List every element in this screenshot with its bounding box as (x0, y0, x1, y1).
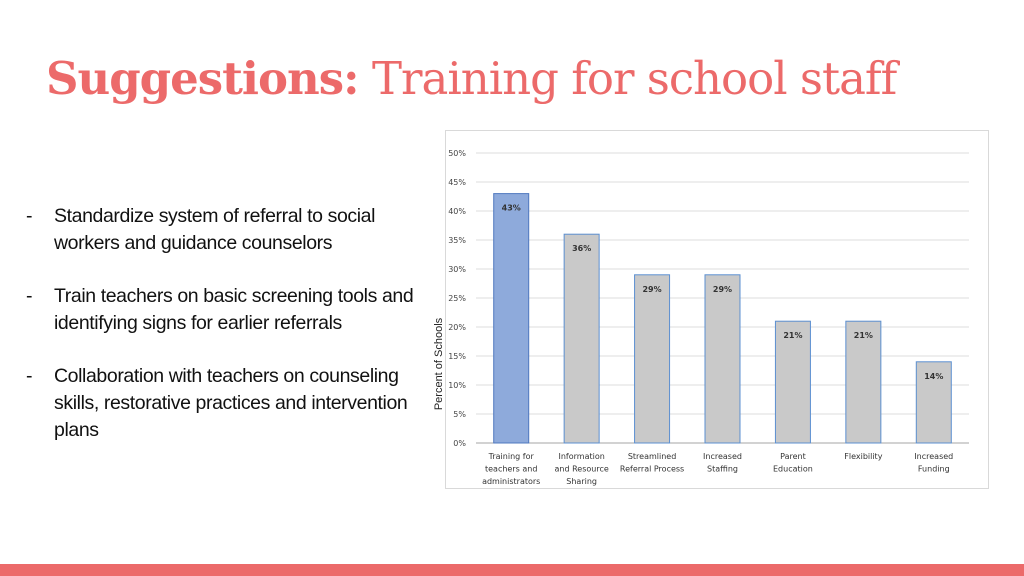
y-tick-label: 15% (448, 352, 466, 361)
bar-chart (446, 131, 990, 490)
y-tick-label: 10% (448, 381, 466, 390)
x-tick-label: Increased (703, 452, 742, 461)
x-tick-label: teachers and (485, 464, 538, 474)
chart-frame (445, 130, 989, 489)
bar (635, 275, 670, 443)
data-label: 29% (642, 284, 662, 294)
x-tick-label: Education (773, 464, 813, 474)
slide-title (46, 52, 896, 105)
data-label: 36% (572, 244, 592, 254)
x-tick-label: Increased (914, 452, 954, 461)
y-tick-label: 30% (448, 265, 466, 274)
y-tick-label: 35% (448, 236, 466, 245)
y-tick-label: 20% (448, 323, 466, 332)
y-tick-label: 5% (453, 410, 466, 419)
data-label: 21% (783, 331, 803, 341)
x-tick-label: Streamlined (627, 452, 677, 461)
data-label: 43% (501, 203, 521, 213)
data-label: 21% (853, 331, 873, 341)
data-label: 14% (924, 371, 944, 381)
x-tick-label: Sharing (566, 477, 598, 486)
x-tick-label: and Resource (554, 464, 609, 474)
y-tick-label: 0% (453, 439, 466, 448)
bullet-item (26, 203, 426, 257)
bullet-marker: - (26, 365, 33, 387)
bar (564, 234, 599, 443)
footer-bar (0, 564, 1024, 576)
x-tick-label: Flexibility (844, 452, 883, 461)
x-tick-label: Referral Process (619, 464, 685, 474)
y-tick-label: 45% (448, 178, 466, 187)
x-tick-label: Information (558, 452, 605, 461)
title-bold: Suggestions: (46, 52, 359, 105)
bullet-text: Train teachers on basic screening tools and identifying signs for earlier referrals (54, 285, 414, 334)
bullet-text: Collaboration with teachers on counseling skills, restorative practices and intervention plans (54, 365, 408, 441)
bullet-text: Standardize system of referral to social workers and guidance counselors (54, 205, 376, 254)
bullet-list (26, 203, 426, 470)
data-label: 29% (712, 284, 733, 294)
bar (705, 275, 740, 443)
chart-ylabel-text: Percent of Schools (433, 317, 445, 411)
y-tick-label: 50% (448, 149, 466, 158)
y-tick-label: 25% (448, 294, 466, 303)
x-tick-label: Training for (488, 452, 534, 461)
x-tick-label: Funding (917, 464, 950, 474)
bullet-item (26, 363, 426, 444)
x-tick-label: Parent (780, 452, 806, 461)
bullet-marker: - (26, 285, 33, 307)
bullet-item (26, 283, 426, 337)
title-rest: Training for school staff (371, 52, 897, 105)
y-tick-label: 40% (448, 207, 466, 216)
x-tick-label: administrators (482, 477, 541, 486)
bullet-marker: - (26, 205, 33, 227)
x-tick-label: Staffing (707, 464, 738, 474)
bar (494, 194, 529, 443)
